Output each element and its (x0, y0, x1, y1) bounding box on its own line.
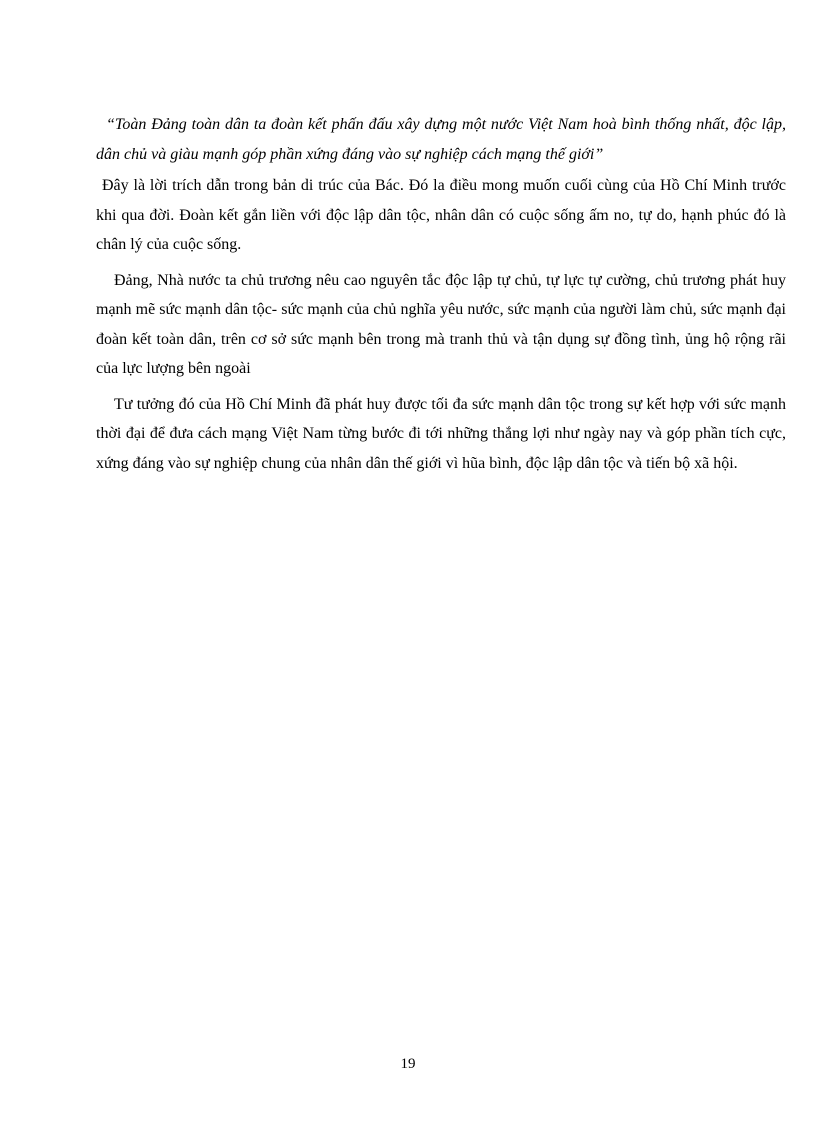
paragraph-1: Đây là lời trích dẫn trong bản di trúc của Bác. Đó la điều mong muốn cuối cùng của Hồ Chí Minh trước khi qua đời. Đoàn kết gắn liền với độc lập dân tộc, nhân dân có cuộc sống ấm no, tự do, hạnh phúc đó là chân lý của cuộc sống. (96, 177, 786, 253)
quote-paragraph: “Toàn Đảng toàn dân ta đoàn kết phấn đấu xây dựng một nước Việt Nam hoà bình thống nhất, độc lập, dân chủ và giàu mạnh góp phần xứng đáng vào sự nghiệp cách mạng thế giới” (96, 116, 786, 163)
paragraph-3: Tư tưởng đó của Hồ Chí Minh đã phát huy được tối đa sức mạnh dân tộc trong sự kết hợp với sức mạnh thời đại để đưa cách mạng Việt Nam từng bước đi tới những thắng lợi như ngày nay và góp phần tích cực, xứng đáng vào sự nghiệp chung của nhân dân thế giới vì hũa bình, độc lập dân tộc và tiến bộ xã hội. (96, 395, 786, 472)
page-number: 19 (400, 1056, 416, 1072)
body-text (96, 110, 786, 478)
paragraph-2: Đảng, Nhà nước ta chủ trương nêu cao nguyên tắc độc lập tự chủ, tự lực tự cường, chủ trương phát huy mạnh mẽ sức mạnh dân tộc- sức mạnh của chủ nghĩa yêu nước, sức mạnh của người làm chủ, sức mạnh đại đoàn kết toàn dân, trên cơ sở sức mạnh bên trong mà tranh thủ và tận dụng sự đồng tình, ủng hộ rộng rãi của lực lượng bên ngoài (96, 271, 786, 377)
